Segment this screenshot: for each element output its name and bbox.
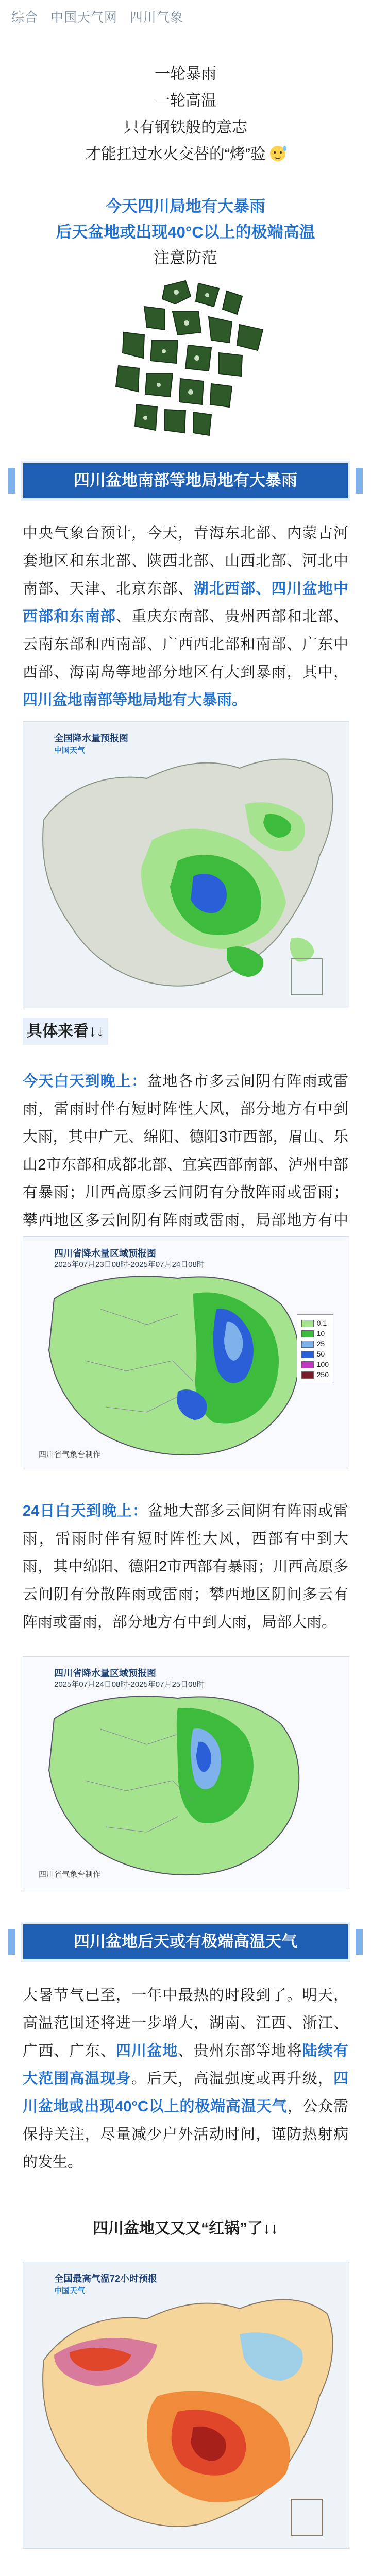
tomorrow-forecast-paragraph	[23, 1497, 348, 1636]
map-credit: 四川省气象台制作	[39, 1450, 101, 1459]
sweat-face-icon	[270, 146, 285, 161]
poem-line-2: 一轮高温	[155, 92, 216, 109]
map-title: 全国最高气温72小时预报	[54, 2274, 158, 2284]
map-title: 四川省降水量区域预报图	[54, 1248, 156, 1259]
sichuan-rain-map-graphic	[23, 1657, 349, 1889]
poem-line-1: 一轮暴雨	[155, 65, 216, 82]
map-title: 全国降水量预报图	[54, 733, 128, 743]
source-publisher[interactable]: 中国天气网	[50, 10, 117, 25]
sichuan-rain-map-0723[interactable]	[23, 1236, 349, 1469]
highlight-sichuan-basin: 四川盆地	[115, 2043, 178, 2059]
weather-logo: 中国天气	[54, 746, 86, 755]
today-forecast-paragraph	[23, 1067, 348, 1262]
legend-item: 250	[301, 1369, 329, 1380]
headline-line-3: 注意防范	[154, 249, 217, 267]
sichuan-map-illustration	[88, 276, 283, 446]
para-text: 、重庆东南部、贵州西部和北部、云南东部和西南部、广西西北部和南部、广东中西部、海南岛等地部分地区有大到暴雨，其中，	[23, 608, 348, 681]
legend-item: 10	[301, 1328, 329, 1338]
tomorrow-lead: 24日白天到晚上：	[23, 1503, 148, 1519]
national-precipitation-map[interactable]	[23, 721, 349, 1008]
highlight-heat-spread: 陆续有大范围高温现身	[23, 2043, 348, 2087]
legend-item: 50	[301, 1349, 329, 1359]
para-text: 中央气象台预计，今天，青海东北部、内蒙古河套地区和东北部、陕西北部、山西北部、河北中南部、天津、北京东部、	[23, 525, 348, 597]
map-period: 2025年07月24日08时-2025年07月25日08时	[54, 1680, 205, 1689]
poem-line-4-text: 才能扛过水火交替的“烤”验	[85, 146, 266, 163]
poem-line-3: 只有钢铁般的意志	[124, 119, 247, 136]
highlight-heavy-rainstorm: 四川盆地南部等地局地有大暴雨。	[23, 692, 247, 708]
para-text: ，公众需保持关注，尽量减少户外活动时间，谨防热射病的发生。	[23, 2098, 348, 2171]
national-temperature-map[interactable]	[23, 2262, 349, 2549]
map-title: 四川省降水量区域预报图	[54, 1668, 156, 1679]
section-banner-rainstorm: 四川盆地南部等地局地有大暴雨	[21, 461, 350, 501]
headline-line-1: 今天四川局地有大暴雨	[106, 197, 265, 215]
china-heat-map-graphic	[23, 2262, 349, 2548]
today-lead: 今天白天到晚上：	[23, 1073, 147, 1090]
china-rain-map-graphic	[23, 722, 349, 1008]
rain-legend	[297, 1314, 333, 1383]
today-text: 盆地各市多云间阴有阵雨或雷雨，雷雨时伴有短时阵性大风，部分地方有中到大雨，其中广元、绵阳、德阳3市西部，眉山、乐山2市东部和成都北部、宜宾西部南部、泸州中部有暴雨；川西高原多云间阴有分散阵雨或雷雨；攀西地区多云间阴有阵雨或雷雨，局部地方有中	[23, 1073, 348, 1229]
legend-item: 0.1	[301, 1318, 329, 1328]
sichuan-rain-map-0724[interactable]	[23, 1656, 349, 1889]
weather-logo: 中国天气	[54, 2286, 86, 2295]
legend-item: 100	[301, 1359, 329, 1369]
para-text: 大暑节气已至，一年中最热的时段到了。明天，高温范围还将进一步增大，湖南、江西、浙江、广西、广东、	[23, 1987, 348, 2059]
headline-line-2: 后天盆地或出现40°C以上的极端高温	[56, 223, 315, 241]
hot-note: 四川盆地又又又“红锅”了↓↓	[93, 2220, 278, 2237]
highlight-sichuan-basin: 湖北西部、四川盆地中西部和东南部	[23, 581, 348, 625]
source-account[interactable]: 四川气象	[129, 10, 183, 25]
heat-forecast-paragraph	[23, 1981, 348, 2176]
poem-line-4	[0, 141, 371, 168]
source-line	[11, 7, 183, 26]
detail-tag: 具体来看↓↓	[23, 1018, 108, 1045]
rainstorm-forecast-paragraph	[23, 519, 348, 714]
para-text: 、贵州东部等地将	[178, 2043, 302, 2059]
section-banner-heat: 四川盆地后天或有极端高温天气	[21, 1922, 350, 1962]
map-period: 2025年07月23日08时-2025年07月24日08时	[54, 1260, 205, 1269]
highlight-extreme-heat: 四川盆地或出现40°C以上的极端高温天气	[23, 2071, 348, 2115]
legend-item: 25	[301, 1338, 329, 1349]
tomorrow-text: 盆地大部多云间阴有阵雨或雷雨，雷雨时伴有短时阵性大风，西部有中到大雨，其中绵阳、德阳2市西部有暴雨；川西高原多云间阴有分散阵雨或雷雨；攀西地区阴间多云有阵雨或雷雨，部分地方有中到大雨，局部大雨。	[23, 1503, 348, 1631]
para-text: 。后天，高温强度或再升级，	[131, 2071, 333, 2087]
map-credit: 四川省气象台制作	[39, 1870, 101, 1879]
closing-line-1	[0, 2574, 371, 2576]
source-category[interactable]: 综合	[11, 10, 39, 25]
